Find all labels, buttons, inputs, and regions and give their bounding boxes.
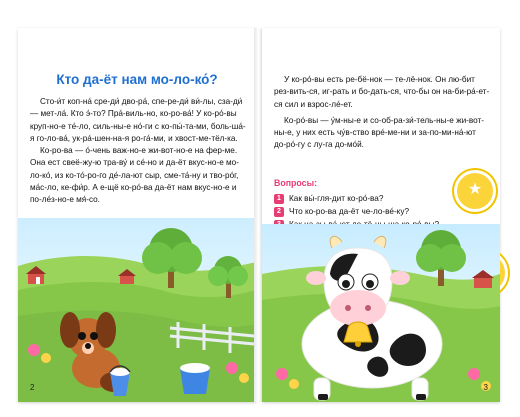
question-item [274, 192, 464, 205]
left-page [18, 28, 256, 402]
farm-illustration [18, 218, 256, 402]
cow-scene-illustration [262, 224, 500, 402]
star-icon: ★ [467, 181, 483, 199]
question-number: 2 [274, 207, 284, 217]
right-page [262, 28, 500, 402]
star-badge-icon [454, 170, 496, 212]
questions-title: Вопросы: [274, 178, 318, 188]
page-number: 3 [483, 383, 488, 392]
right-paragraph-1: У ко-ро́-вы есть ре-бё-нок — те-лё-нок. Он лю-бит рез-вить-ся, иг-рать и бо-дать-ся, что-бы он на-би-ра́-ет-ся сил и взрос-ле́-ет. [274, 75, 490, 109]
page-title: Кто да-ёт нам мо-ло-ко́? [56, 72, 218, 87]
page-number: 2 [30, 383, 35, 392]
question-text: Как вы́-гля-дит ко-ро́-ва? [289, 194, 384, 203]
right-paragraph-2: Ко-ро́-вы — у́м-ны-е и со-об-ра-зи́-тель-ны-е жи-вот-ны-е, у них есть чу́в-ство вре́-ме-ни и за-по-ми-на́-ют до-ро́-гу с лу-га до-мо́й. [274, 115, 484, 150]
left-paragraph-2: Ко-ро-ва — о́-чень важ-но-е жи-вот-но-е на фер-ме. Она ест свеё-жу-ю тра-ву́ и се́-но и да-ёт вкус-но-е мо-ло-ко́, из ко-то́-ро-го де́-ла-ют сыр, сме-та́-ну и тво-ро́г, ма́с-ло, ке-фи́р. А е-щё ко-ро́-ва да-ёт нам вкус-но-е и по-ле́з-но-е мя́-со. [30, 146, 239, 205]
question-item [274, 205, 464, 218]
right-text [274, 74, 490, 156]
left-paragraph-1: Сто-и́т коп-на́ сре-ди́ дво-ра́, спе-ре-ди́ ви́-лы, сза-ди́ — мет-ла́. Кто э́-то? Пра́-виль-но, ко-ро-ва́! У ко-ро́-вы круп-но-е те́-ло, силь-ны-е но́-ги с ко-пы́-та-ми, боль-ша́-я го-ло-ва́, ук-ра́-шен-на-я ро-га́-ми, и хвост-ме-тёл-ка. [30, 97, 246, 143]
question-number: 1 [274, 194, 284, 204]
left-text [30, 96, 246, 207]
question-text: Что ко-ро-ва да-ёт че-ло-ве́-ку? [289, 207, 410, 216]
bucket-icon [180, 363, 210, 394]
